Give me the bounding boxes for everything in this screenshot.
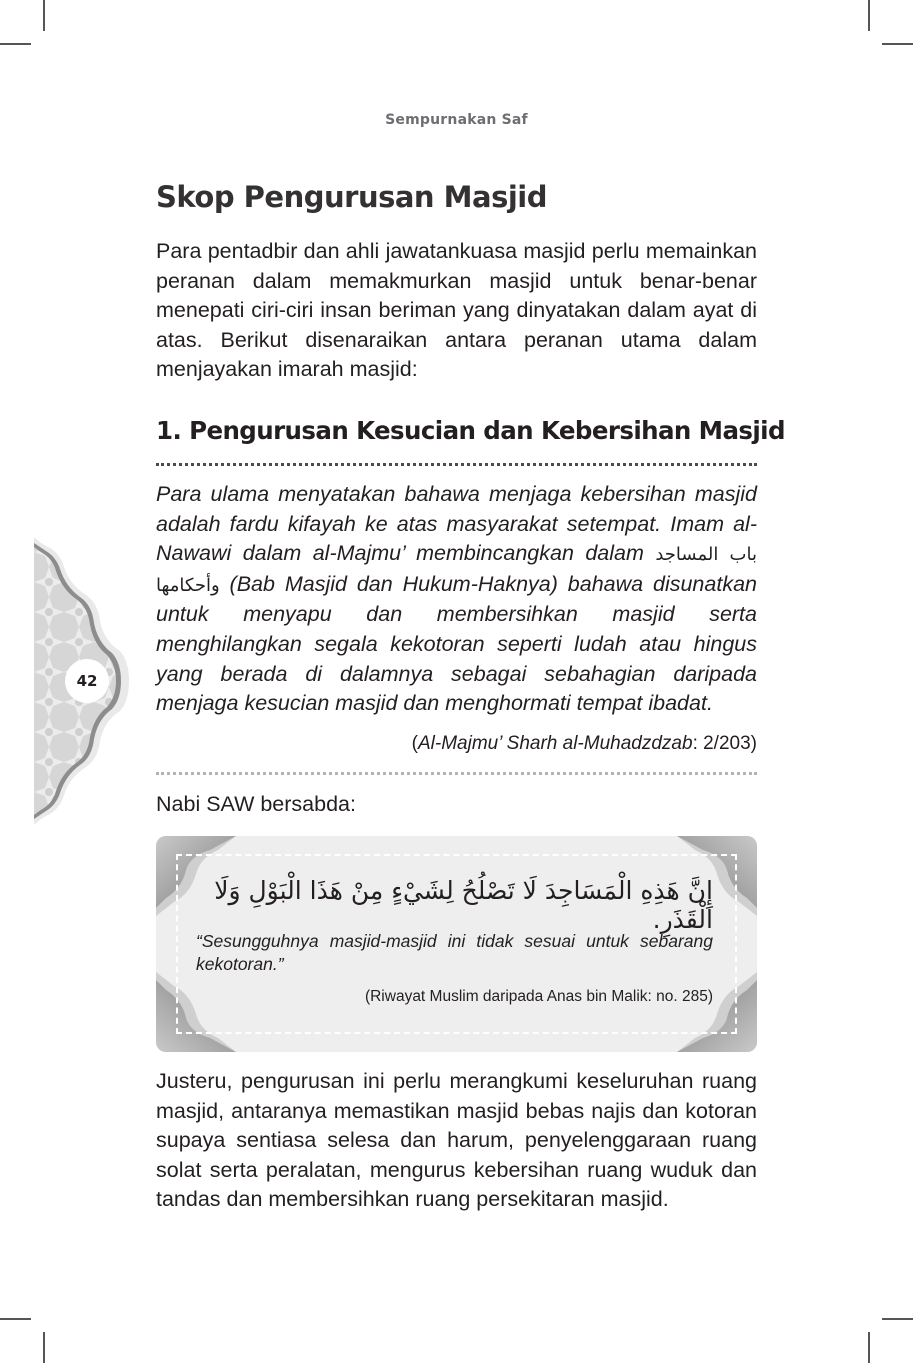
source-open: ( [411, 733, 418, 754]
crop-mark-br-vertical [868, 1332, 870, 1363]
hadith-intro: Nabi SAW bersabda: [156, 792, 356, 816]
intro-paragraph [156, 237, 757, 385]
intro-text: Para pentadbir dan ahli jawatankuasa masjid perlu memainkan peranan dalam memakmurkan masjid untuk benar-benar menepati ciri-ciri insan beriman yang dinyatakan dalam ayat di atas. Berikut disenaraikan antara peranan utama dalam menjayakan imarah masjid: [156, 239, 757, 382]
crop-mark-tr-horizontal [882, 43, 913, 45]
section-title: Skop Pengurusan Masjid [156, 180, 547, 214]
crop-mark-tl-vertical [43, 0, 45, 31]
dotted-divider-bottom [156, 772, 757, 775]
scholar-quote-text [156, 480, 757, 719]
quote-part-2: (Bab Masjid dan Hukum-Haknya) bahawa disunatkan untuk menyapu dan membersihkan masjid serta menghilangkan segala kekotoran seperti ludah atau hingus yang berada di dalamnya sebagai sebahagian daripada menjaga kesucian masjid dan menghormati tempat ibadat. [156, 571, 757, 716]
dotted-divider-top [156, 463, 757, 466]
crop-mark-br-horizontal [882, 1318, 913, 1320]
source-title: Al-Majmu’ Sharh al-Muhadzdzab [417, 733, 693, 754]
quote-arabic-term: باب المساجد وأحكامها [156, 544, 757, 596]
hadith-arabic: إِنَّ هَذِهِ الْمَسَاجِدَ لَا تَصْلُحُ لِشَيْءٍ مِنْ هَذَا الْبَوْلِ وَلَا الْقَذَرِ. [214, 876, 713, 934]
subsection-title: 1. Pengurusan Kesucian dan Kebersihan Masjid [156, 416, 785, 445]
closing-paragraph [156, 1067, 757, 1215]
source-ref: : 2/203) [692, 733, 757, 754]
hadith-translation: “Sesungguhnya masjid-masjid ini tidak sesuai untuk sebarang kekotoran.” [196, 931, 713, 974]
page-number: 42 [65, 659, 109, 703]
hadith-box [156, 836, 757, 1052]
hadith-narration: (Riwayat Muslim daripada Anas bin Malik: no. 285) [364, 988, 713, 1005]
running-head: Sempurnakan Saf [385, 112, 528, 128]
crop-mark-tr-vertical [868, 0, 870, 31]
quote-source [156, 733, 757, 755]
crop-mark-tl-horizontal [0, 43, 31, 45]
crop-mark-bl-horizontal [0, 1318, 31, 1320]
scholar-quote [156, 480, 757, 719]
closing-text: Justeru, pengurusan ini perlu merangkumi keseluruhan ruang masjid, antaranya memastikan masjid bebas najis dan kotoran supaya sentiasa selesa dan harum, penyelenggaraan ruang solat serta peralatan, mengurus kebersihan ruang wuduk dan tandas dan membersihkan ruang persekitaran masjid. [156, 1069, 757, 1212]
crop-mark-bl-vertical [43, 1332, 45, 1363]
quote-part-1: Para ulama menyatakan bahawa menjaga kebersihan masjid adalah fardu kifayah ke atas masyarakat setempat. Imam al-Nawawi dalam al-Majmu’ membincangkan dalam [156, 482, 757, 566]
